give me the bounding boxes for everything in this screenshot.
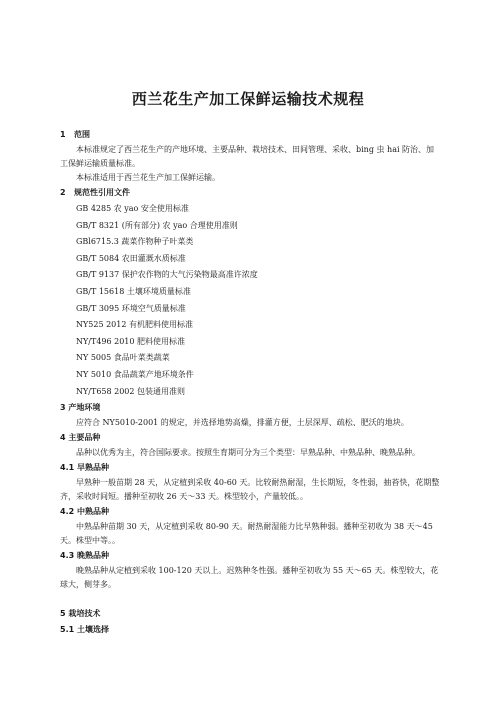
mid-variety-paragraph: 中熟品种苗期 30 天，从定植到采收 80-90 天。耐热耐湿能力比早熟种弱。播种至初收为 38 天～45 天。株型中等。。 — [60, 522, 433, 546]
section-heading-scope — [60, 127, 442, 143]
reference-item: GB/T 9137 保护农作物的大气污染物最高准许浓度 — [76, 270, 258, 280]
subsection-heading-mid: 4.2 中熟品种 — [60, 507, 109, 517]
reference-item: GB/T 3095 环境空气质量标准 — [76, 303, 186, 313]
early-variety-paragraph: 早熟种一般苗期 28 天，从定植到采收 40-60 天。比较耐热耐湿，生长期短，冬性弱，抽苔快，花期整齐，采收时间短。播种至初收 26 天～33 天。株型较小，产量较低。。 — [60, 478, 440, 502]
section-heading-varieties: 4 主要品种 — [60, 433, 101, 443]
section-heading-cultivation: 5 栽培技术 — [60, 609, 101, 619]
section-title: 规范性引用文件 — [74, 188, 130, 197]
document-body — [60, 127, 442, 638]
reference-item: NY/T658 2002 包装通用准则 — [76, 386, 186, 396]
paragraph-gap — [60, 592, 442, 606]
reference-item: GB/T 5084 农田灌溉水质标准 — [76, 253, 186, 263]
late-variety-paragraph: 晚熟品种从定植到采收 100-120 天以上。迟熟种冬性强。播种至初收为 55 天～65 天。株型较大，花球大，侧芽多。 — [60, 566, 439, 590]
reference-item: NY/T496 2010 肥料使用标准 — [76, 336, 186, 346]
environment-paragraph: 应符合 NY5010-2001 的规定，并选择地势高燥，排灌方便，土层深厚、疏松、肥沃的地块。 — [76, 418, 409, 428]
reference-item: NY525 2012 有机肥料使用标准 — [76, 320, 193, 330]
varieties-paragraph: 品种以优秀为主，符合国际要求。按照生育期可分为三个类型：早熟品种、中熟品种、晚熟品种。 — [76, 448, 420, 458]
section-heading-references — [60, 185, 442, 201]
section-number: 2 — [60, 188, 66, 197]
reference-list — [60, 201, 442, 400]
subsection-heading-early: 4.1 早熟品种 — [60, 463, 109, 473]
reference-item: NY 5005 食品叶菜类蔬菜 — [76, 353, 170, 363]
reference-item: NY 5010 食品蔬菜产地环境条件 — [76, 369, 194, 379]
section-heading-environment: 3 产地环境 — [60, 403, 101, 413]
reference-item: GBl6715.3 蔬菜作物种子叶菜类 — [76, 237, 194, 247]
scope-paragraph: 本标准规定了西兰花生产的产地环境、主要品种、栽培技术、田间管理、采收、bing 虫 hai 防治、加工保鲜运输质量标准。 — [60, 145, 435, 168]
page-title: 西兰花生产加工保鲜运输技术规程 — [131, 90, 365, 108]
section-title: 范围 — [74, 130, 90, 139]
section-number: 1 — [60, 130, 66, 139]
reference-item: GB 4285 农 yao 安全使用标准 — [76, 204, 189, 213]
subsection-heading-soil: 5.1 土壤选择 — [60, 625, 109, 635]
reference-item: GB/T 15618 土壤环境质量标准 — [76, 286, 191, 296]
scope-applicability: 本标准适用于西兰花生产加工保鲜运输。 — [76, 173, 220, 182]
reference-item: GB/T 8321 (所有部分) 农 yao 合理使用准则 — [76, 220, 238, 230]
subsection-heading-late: 4.3 晚熟品种 — [60, 551, 109, 561]
